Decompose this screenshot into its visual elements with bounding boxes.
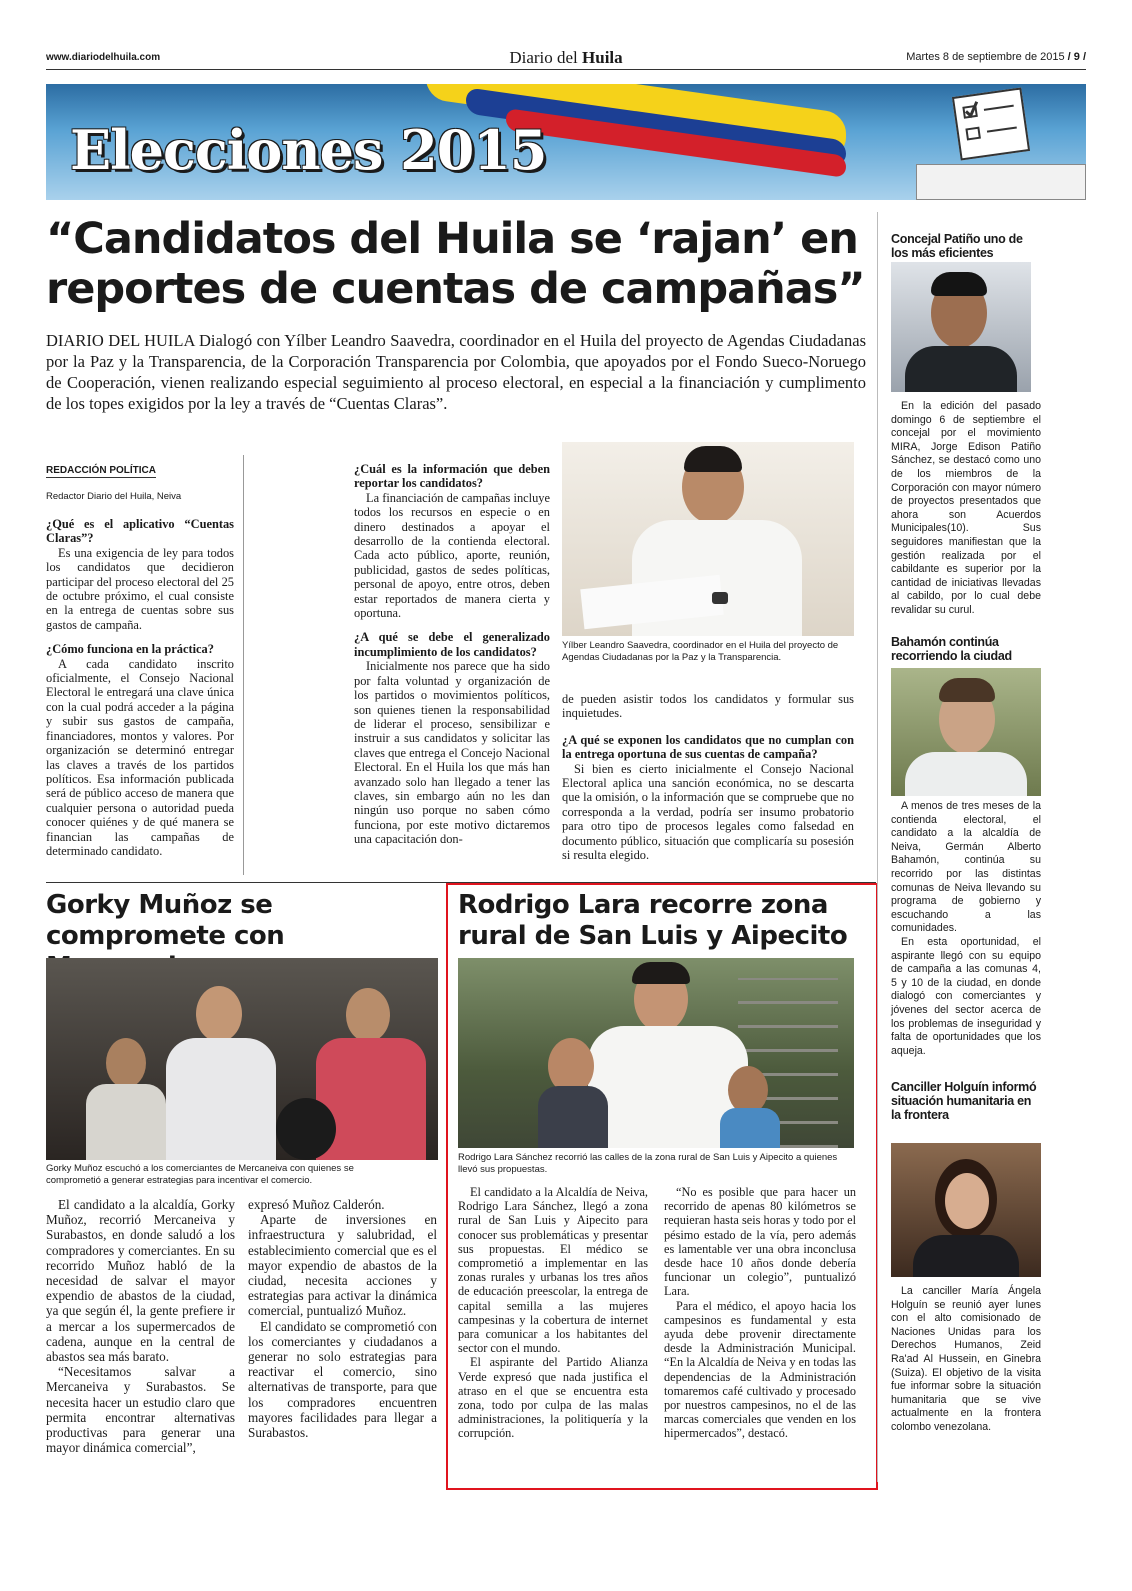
paragraph: El aspirante del Partido Alianza Verde expresó que nada justifica el atraso en el que se encuentra esta zona, todo por culpa de las malas administraciones, la politiquería y la corrupción. [458, 1355, 648, 1441]
paragraph: A menos de tres meses de la contienda electoral, el candidato a la alcaldía de Neiva, Germán Alberto Bahamón, continúa su recorrido por las distintas comunas de Neiva llevando su programa de gobierno y escuchando a las comunidades. [891, 800, 1041, 935]
sidebar-title-patino: Concejal Patiño uno de los más eficientes [891, 232, 1023, 260]
question: ¿Qué es el aplicativo “Cuentas Claras”? [46, 517, 234, 546]
sidebar-text-bahamon [891, 800, 1041, 1058]
saavedra-photo [562, 442, 854, 636]
gorky-photo [46, 958, 438, 1160]
section-title: Elecciones 2015 [70, 118, 547, 182]
saavedra-photo-caption: Yílber Leandro Saavedra, coordinador en el Huila del proyecto de Agendas Ciudadanas por la Paz y la Transparencia. [562, 640, 839, 663]
sidebar-title-bahamon: Bahamón continúa recorriendo la ciudad [891, 635, 1012, 663]
patino-photo [891, 262, 1031, 392]
paragraph: “Necesitamos salvar a Mercaneiva y Surabastos. Se necesita hacer un estudio claro que permita encontrar alternativas productivas para generar una mayor dinámica comercial”, [46, 1364, 235, 1456]
masthead-part-b: Huila [582, 48, 623, 67]
ballot-icon [952, 87, 1030, 160]
paragraph: expresó Muñoz Calderón. [248, 1197, 385, 1212]
question: ¿Cuál es la información que deben reportar los candidatos? [354, 462, 550, 491]
question: ¿Cómo funciona en la práctica? [46, 642, 214, 657]
sidebar-text-patino [891, 400, 1041, 618]
paragraph: “No es posible que para hacer un recorrido de apenas 80 kilómetros se requieran hasta seis horas y todo por el pésimo estado de la vía, pero además es lamentable ver una obra inconclusa desde hace 10 años donde debería funcionar un colegio”, puntualizó Lara. [664, 1185, 856, 1299]
column-divider [243, 455, 244, 875]
paragraph: En esta oportunidad, el aspirante llegó con su equipo de campaña a las comunas 4, 5 y 10 de la ciudad, en donde dialogó con comerciantes y jóvenes del sector acerca de los problemas de inseguridad y falta de oportunidades que los aqueja. [891, 935, 1041, 1057]
page-header [46, 48, 1086, 70]
sidebar-divider [877, 212, 878, 1482]
main-column-3 [562, 692, 854, 862]
masthead-part-a: Diario del [509, 48, 583, 67]
paragraph: El candidato se comprometió con los comerciantes y ciudadanos a generar no solo estrategias para reactivar el comercio, sino alternativas de transporte, para que los compradores encuentren mayores facilidades para llegar a Surabastos. [248, 1318, 437, 1441]
ballot-box-icon [916, 164, 1086, 200]
main-column-1 [46, 513, 234, 858]
lara-photo-caption: Rodrigo Lara Sánchez recorrió las calles de la zona rural de San Luis y Aipecito a quienes llevó sus propuestas. [458, 1152, 838, 1175]
holguin-photo [891, 1143, 1041, 1277]
paragraph: El candidato a la Alcaldía de Neiva, Rodrigo Lara Sánchez, llegó a zona rural de San Luis y Aipecito para conocer sus problemáticas y presentar sus propuestas. El médico se comprometió a implementar en las zonas rurales y urbanas los tres años de educación preescolar, la entrega de capital semilla a las mujeres campesinas y la cobertura de internet para comunicar a los habitantes del sector con el mundo. [458, 1185, 648, 1356]
main-column-2 [354, 458, 550, 847]
sidebar-title-holguin: Canciller Holguín informó situación humanitaria en la frontera [891, 1080, 1037, 1122]
paragraph: Aparte de inversiones en infraestructura y salubridad, el establecimiento comercial que es el mayor expendio de abastos de la ciudad, necesita acciones y estrategias para activar la dinámica comercial, puntualizó Muñoz. [248, 1212, 437, 1319]
bahamon-photo [891, 668, 1041, 796]
main-headline: “Candidatos del Huila se ‘rajan’ en reportes de cuentas de campañas” [46, 214, 865, 314]
paragraph: La canciller María Ángela Holguín se reunió ayer lunes con el alto comisionado de Naciones Unidas para los Derechos Humanos, Zeid Ra'ad Al Hussein, en Ginebra (Suiza). El objetivo de la visita fue informar sobre la situación humanitaria que se vive actualmente en la frontera colombo venezolana. [891, 1285, 1041, 1433]
lara-story-title: Rodrigo Lara recorre zona rural de San Luis y Aipecito [458, 890, 848, 951]
lara-column-2 [664, 1185, 856, 1441]
main-lead: DIARIO DEL HUILA Dialogó con Yílber Leandro Saavedra, coordinador en el Huila del proyecto de Agendas Ciudadanas por la Paz y la Transparencia, de la Corporación Transparencia por Colombia, que apoyados por el Fondo Sueco-Noruego de Cooperación, vienen realizando especial seguimiento al proceso electoral, en especial a la financiación y cumplimento de los topes exigidos por la ley a través de “Cuentas Claras”. [46, 331, 866, 413]
lara-column-1 [458, 1185, 648, 1441]
paragraph: En la edición del pasado domingo 6 de septiembre el concejal por el movimiento MIRA, Jorge Edison Patiño Sánchez, se destacó como uno de los miembros de la Corporación con mayor número de proyectos presentados que ahora son Acuerdos Municipales(10). Sus seguidores manifiestan que la gestión realizada por el cabildante es superior por la cantidad de iniciativas llevadas al cabildo, por lo cual debe revalidar su curul. [891, 400, 1041, 616]
sidebar-text-holguin [891, 1285, 1041, 1435]
gorky-photo-caption: Gorky Muñoz escuchó a los comerciantes de Mercaneiva con quienes se comprometió a generar estrategias para incentivar el comercio. [46, 1163, 354, 1186]
byline-author: Redactor Diario del Huila, Neiva [46, 491, 182, 502]
paragraph: El candidato a la alcaldía, Gorky Muñoz, recorrió Mercaneiva y Surabastos, en donde saludó a los compradores y comerciantes. En su recorrido Muñoz habló de la necesidad de salvar el mayor expendio de abastos de la ciudad, ya que según él, la gente prefiere ir a mercar a los supermercados de cadena, aunque en la central de abastos sea más barato. [46, 1197, 235, 1365]
question: ¿A qué se exponen los candidatos que no cumplan con la entrega oportuna de sus cuentas de campaña? [562, 732, 854, 762]
paragraph: Para el médico, el apoyo hacia los campesinos es fundamental y esta ayuda debe provenir directamente desde la Administración Municipal. “En la Alcaldía de Neiva y en todas las dependencias de la Administración tomaremos café cultivado y procesado por nuestros campesinos, no el de las marcas comerciales que venden en los hipermercados”, destacó. [664, 1298, 856, 1441]
answer: A cada candidato inscrito oficialmente, el Consejo Nacional Electoral le entregará una clave única con la cual podrá acceder a la página y subir sus gastos de campaña, financiadores, montos y valores. Por organización se determinó entregar las claves a través de los partidos políticos. Esa información publicada será de público acceso de manera que cualquier persona o autoridad pueda conocer quiénes y de qué manera se financian las campañas de determinado candidato. [46, 656, 234, 858]
site-url[interactable]: www.diariodelhuila.com [46, 52, 161, 63]
answer: Inicialmente nos parece que ha sido por falta voluntad y organización de los partidos o movimientos políticos, son quienes tienen la responsabilidad de liderar el proceso, sensibilizar e instruir a sus candidatos y solicitar las claves que entrega el Concejo Nacional Electoral. En el Huila los que más han avanzado solo han llegado a tener las claves, sin embargo aún no les dan ningún uso porque no saben cómo funciona, por este motivo dictaremos una capacitación don- [354, 659, 550, 847]
gorky-column-2 [248, 1197, 437, 1440]
issue-date [906, 51, 1086, 63]
page-number: / 9 / [1067, 51, 1086, 63]
question: ¿A qué se debe el generalizado incumplimiento de los candidatos? [354, 630, 550, 659]
issue-date-text: Martes 8 de septiembre de 2015 [906, 51, 1065, 63]
lara-photo [458, 958, 854, 1148]
gorky-story-title: Gorky Muñoz se compromete con [46, 890, 285, 951]
answer: La financiación de campañas incluye todos los recursos en especie o en dinero destinados a apoyar el desarrollo de la contienda electoral. Cada acto público, aporte, reunión, publicidad, gastos de sedes políticas, personal de apoyo, entre otros, deben estar reportados de manera cierta y oportuna. [354, 490, 550, 621]
answer-continued: de pueden asistir todos los candidatos y formular sus inquietudes. [562, 692, 854, 721]
gorky-column-1 [46, 1197, 235, 1455]
answer: Es una exigencia de ley para todos los candidatos que decidieron participar del proceso electoral del 25 de octubre próximo, el cual consiste en la entrega de cuentas sobre sus gastos de campaña. [46, 545, 234, 632]
answer: Si bien es cierto inicialmente el Consejo Nacional Electoral aplica una sanción económica, no se descarta que la omisión, o la información que se compruebe que no corresponda a la verdad, podría ser insumo probatorio para otro tipo de procesos legales como falsedad en documento público, situación que complicaría su posesión si resulta elegido. [562, 761, 854, 863]
byline-section: REDACCIÓN POLÍTICA [46, 465, 156, 476]
section-banner [46, 84, 1086, 200]
